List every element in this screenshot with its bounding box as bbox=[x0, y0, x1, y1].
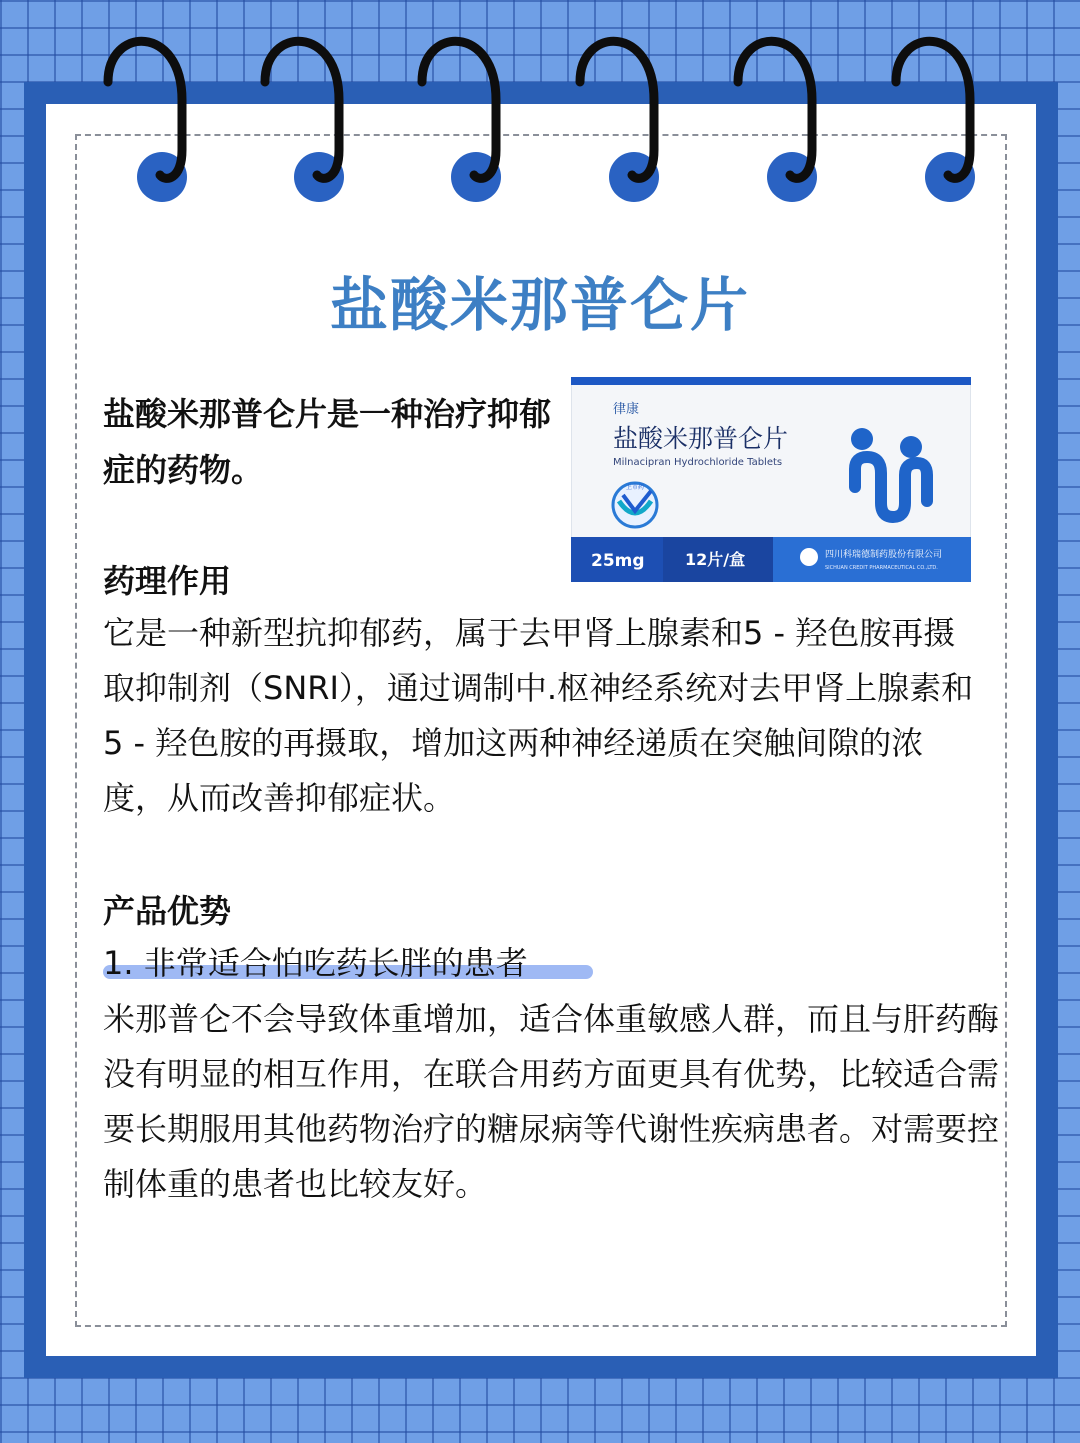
binder-ring bbox=[100, 30, 200, 190]
binder-ring bbox=[257, 30, 357, 190]
package-company-en: SICHUAN CREDIT PHARMACEUTICAL CO.,LTD. bbox=[825, 565, 938, 571]
advantage-point-body: 米那普仑不会导致体重增加，适合体重敏感人群，而且与肝药酶没有明显的相互作用，在联合用药方面更具有优势，比较适合需要长期服用其他药物治疗的糖尿病等代谢性疾病患者。对需要控制体重的患者也比较友好。 bbox=[103, 1000, 1000, 1203]
advantages-heading: 产品优势 bbox=[103, 892, 232, 930]
svg-text:上市药: 上市药 bbox=[625, 484, 645, 491]
page-title: 盐酸米那普仑片 bbox=[329, 271, 750, 339]
package-name-en: Milnacipran Hydrochloride Tablets bbox=[613, 457, 783, 468]
binder-ring bbox=[572, 30, 672, 190]
binder-ring bbox=[888, 30, 988, 190]
advantage-point-title: 1. 非常适合怕吃药长胖的患者 bbox=[103, 944, 528, 982]
quality-badge-icon bbox=[613, 483, 657, 527]
pharmacology-heading: 药理作用 bbox=[103, 562, 232, 600]
pharmacology-body: 它是一种新型抗抑郁药，属于去甲肾上腺素和5 - 羟色胺再摄取抑制剂（SNRI），通过调制中.枢神经系统对去甲肾上腺素和5 - 羟色胺的再摄取，增加这两种神经递质在突触间隙的浓度，从而改善抑郁症状。 bbox=[103, 614, 974, 817]
package-company-cn: 四川科瑞德制药股份有限公司 bbox=[825, 550, 943, 560]
product-package-image bbox=[571, 377, 971, 582]
package-brand: 律康 bbox=[613, 402, 640, 417]
package-count: 12片/盒 bbox=[685, 550, 746, 569]
binder-ring bbox=[414, 30, 514, 190]
binder-ring bbox=[730, 30, 830, 190]
package-dose: 25mg bbox=[591, 551, 645, 571]
intro-text: 盐酸米那普仑片是一种治疗抑郁症的药物。 bbox=[103, 395, 552, 489]
package-name-cn: 盐酸米那普仑片 bbox=[613, 424, 789, 453]
